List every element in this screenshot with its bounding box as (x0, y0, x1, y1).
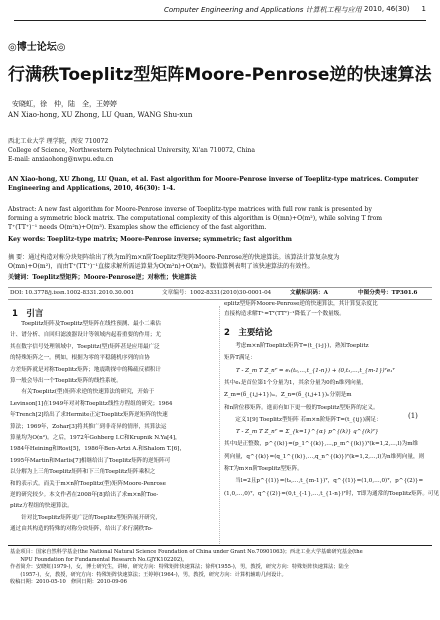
left-column-line-12: 1984年Heining和Rost[5]，1986年Ben-Artzi A.和Shalom T.[6]， (10, 446, 186, 453)
abstract-cn-line-2: O(mn)+O(m²)，而由T⁺(TT⁺)⁻¹直接求解所需运算量为O(m²n)+O(m³)。数值算例表明了该快速算法的有效性。 (8, 263, 314, 270)
affiliation-email: E-mail: anxiaohong@nwpu.edu.cn (8, 156, 114, 163)
left-column-line-16: 逆的研究较少。本文作者在2008年[8]给出了求m×n阶Toe- (10, 492, 159, 498)
citation-line-2: Engineering and Applications, 2010, 46(30): 1-4. (8, 185, 176, 192)
right-body-line-9: 其中l是正整数，p^{(k)}=(p_1^{(k)},…,p_m^{(k)})ᵀ(k=1,2,…,l)为m维 (224, 441, 419, 448)
footnote-rule (8, 545, 432, 546)
left-column-line-15: 和的表示式。而关于m×n阶Toeplitz(型)矩阵Moore-Penrose (10, 480, 166, 487)
article-number: 文章编号：1002-8331(2010)30-0001-04 (162, 290, 272, 296)
right-body-line-3: T - Z_m T Z_nᵀ = e₁(t₀,…,t_{1-n}) + (0,t₁,…,t_{m-1})ᵀe₁ᵀ (236, 367, 395, 374)
journal-name: Computer Engineering and Applications 计算机工程与应用 (164, 6, 362, 14)
affiliation-en: College of Science, Northwestern Polytechnical University, Xi'an 710072, China (8, 147, 255, 154)
issue-date: 2010, 46(30) (364, 5, 410, 13)
left-column-line-3: 其在数字信号处理领域中，Toeplitz(型)矩阵甚是应用最广泛 (10, 343, 160, 350)
left-column-line-13: 1995年Martin和Marlis[7]相继给出了Toeplitz矩阵的逆矩阵可 (10, 457, 171, 464)
citation-line-1: AN Xiao-hong, XU Zhong, LU Quan, et al. Fast algorithm for Moore-Penrose inverse of Toeplitz-type matrices. Computer (8, 176, 419, 183)
left-column-line-2: 计、谱分析、自回归滤波器设计等领域内起着重要的作用；尤 (10, 332, 162, 339)
left-column-line-5: 方差矩阵就是对称Toeplitz矩阵；地震勘探中的稀疏反褶积计 (10, 366, 161, 373)
left-column-line-6: 算一般会导出一个Toeplitz矩阵的线性系统。 (10, 378, 122, 384)
right-body-line-11: 称T为m×n阶Toeplitz型矩阵。 (224, 466, 303, 472)
right-body-line-5: Z_m=(δ_{i,j+1})ₘ，Z_n=(δ_{i,j+1})ₙ分别是m (224, 392, 352, 399)
paper-title: 行满秩Toeplitz型矩阵Moore-Penrose逆的快速算法 (8, 65, 432, 85)
left-column-line-11: 算量均为O(n²)。之后，1972年Gohberg I.C和Krupnik N.Ya[4]， (10, 435, 181, 441)
column-divider (219, 306, 220, 544)
right-body-line-7: 定义1[9] Toeplitz型矩阵 若m×n阶矩阵T=(t_{ij})满足： (224, 416, 382, 423)
right-body-line-2: 矩阵T满足： (224, 355, 256, 362)
right-body-line-4: 其中e₁是首位第1个分量为1，其余分量为0的n维列向量， (224, 379, 367, 386)
affiliation-cn: 西北工业大学 理学院，西安 710072 (8, 138, 109, 145)
abstract-en-line-1: Abstract: A new fast algorithm for Moore-Penrose inverse of Toeplitz-type matrices with full row rank is presented by (8, 206, 372, 213)
page-number: 1 (421, 5, 426, 13)
header-rule (14, 20, 426, 21)
running-header (14, 5, 426, 19)
keywords-en: Key words: Toeplitz-type matrix; Moore-Penrose inverse; symmetric; fast algorithm (8, 236, 292, 243)
document-code: 文献标识码：A (290, 290, 328, 296)
left-column-line-18: 针对比Toeplitz矩阵更广泛的Toeplitz型矩阵展开研究， (10, 514, 161, 521)
section-2-title: 2 主要结论 (224, 328, 273, 338)
abstract-en-line-3: T⁺(TT⁺)⁻¹ needs O(m²n)+O(m³). Examples show the efficiency of the fast algorithm. (8, 224, 267, 231)
footnote-line-2: NPU Foundation for Fundamental Research No.GJYK102202)。 (10, 556, 188, 563)
keywords-cn: 关键词：Toeplitz型矩阵；Moore-Penrose逆；对称性；快速算法 (8, 274, 197, 281)
right-body-line-1: 考虑m×n阶Toeplitz矩阵T=(t_{i-j})，熟知Toeplitz (224, 343, 369, 349)
left-column-line-17: plitz方程组的快速算法。 (10, 503, 73, 510)
right-top-line-2: 直接构造求解T⁺=Tᵀ(TTᵀ)⁻¹降低了一个数量级。 (224, 311, 345, 317)
clc-number: 中图分类号：TP301.6 (358, 290, 418, 296)
doi: DOI: 10.3778/j.issn.1002-8331.2010.30.001 (10, 290, 135, 296)
right-top-line-1: eplitz型矩阵Moore-Penrose逆的快速算法，其计算复杂度比 (224, 301, 378, 307)
left-column-line-8: Levinson[1]在1949年对对称Toeplitz线性方程组的研究；1964 (10, 400, 173, 407)
section-1-title: 1 引言 (12, 309, 44, 319)
authors-cn: 安晓虹，徐 仲，陆 全，王婷婷 (12, 100, 117, 108)
right-body-line-10: 列向量，q^{(k)}=(q_1^{(k)},…,q_n^{(k)})ᵀ(k=1,2,…,l)为n维列向量，则 (224, 453, 425, 460)
footnote-line-4: (1957-)，女，教授，研究方向：特殊矩阵快速算法；王婷婷(1964-)，男，教授，研究方向：计算机辅助几何设计。 (10, 571, 287, 578)
left-column-line-4: 的特殊矩阵之一。例如，根据为零的平稳随机序列的自协 (10, 355, 150, 362)
left-column-line-10: 算法；1969年，Zohar[3]将其推广到非奇异的情形，其算法运 (10, 423, 167, 430)
footnote-line-5: 收稿日期：2010-05-10 修回日期：2010-09-06 (10, 579, 127, 586)
column-name: ◎博士论坛◎ (8, 42, 66, 53)
right-body-line-6: 和n阶位移矩阵。進而有如下更一般的Toeplitz型矩阵的定义。 (224, 404, 379, 411)
abstract-cn-line-1: 摘 要：通过构造对称分块矩阵给出了秩为m的m×n阶Toeplitz型矩阵Moore-Penrose逆的快速算法。该算法计算复杂度为 (8, 254, 340, 261)
left-column-line-19: 通过由其构造的特殊的对称分块矩阵，给出了求行满秩To- (10, 526, 153, 533)
abstract-en-line-2: forming a symmetric block matrix. The computational complexity of this algorithm is O(mn)+O(m²), while solving T from (8, 215, 383, 222)
left-column-line-1: Toeplitz矩阵及Toeplitz型矩阵在线性预测、最小二乘估 (10, 321, 161, 327)
left-column-line-14: 以分解为上三角Toeplitz矩阵和下三角Toeplitz矩阵乘积之 (10, 469, 156, 476)
right-body-line-13: (1,0,…,0)ᵀ，q^{(2)}=(0,t_{-1},…,t_{1-n})ᵀ时，T即为通常的Toeplitz矩阵。可见 (224, 490, 440, 497)
left-column-line-7: 有关Toeplitz(型)矩阵求逆的快速算法的研究，开始于 (10, 389, 155, 396)
right-body-line-8: T - Z_m T Z_nᵀ = Σ_{k=1}^{α} p^{(k)} q^{(k)ᵀ} (236, 429, 379, 436)
right-body-line-12: 当l=2且p^{(1)}=(t₀,…,t_{m-1})ᵀ，q^{(1)}=(1,0,…,0)ᵀ，p^{(2)}= (224, 478, 424, 485)
left-column-line-9: 年Trench[2]给出了求Hermite正定Toeplitz矩阵逆矩阵的快速 (10, 412, 168, 419)
authors-en: AN Xiao-hong, XU Zhong, LU Quan, WANG Shu-xun (8, 111, 193, 119)
equation-number: (1) (408, 412, 418, 420)
footnote-line-3: 作者简介：安晓虹(1979-)，女，博士研究生，讲师，研究方向：特殊矩阵快速算法；徐仲(1955-)，男，教授，研究方向：特殊矩阵快速算法；陆全 (10, 564, 349, 571)
footnote-line-1: 基金项目：国家自然科学基金(the National Natural Science Foundation of China under Grant No.70901063)；西北工业大学基础研究基金(the (10, 549, 363, 555)
